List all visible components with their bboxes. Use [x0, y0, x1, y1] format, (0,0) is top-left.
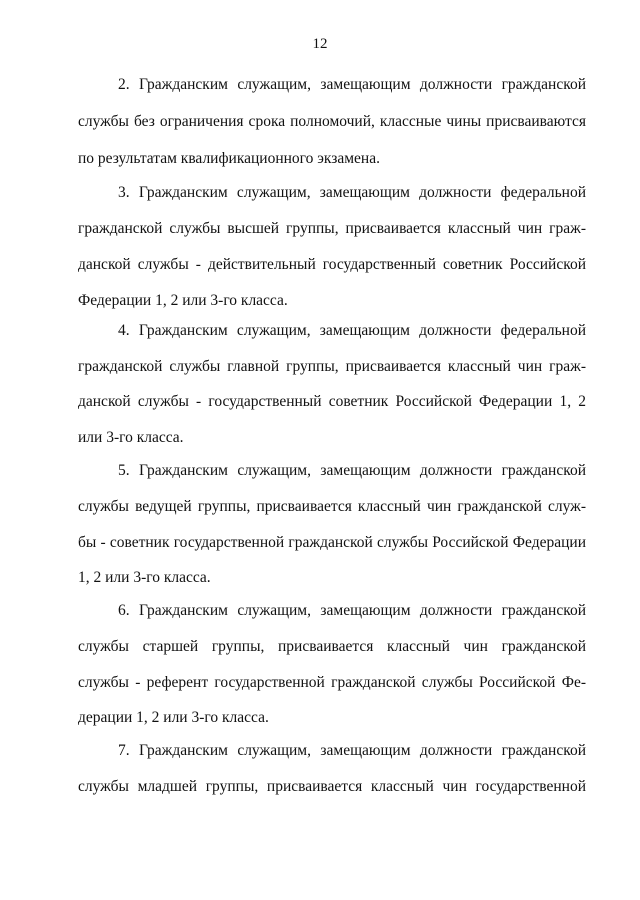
paragraph-line: или 3-го класса.: [78, 429, 184, 446]
paragraph-line: гражданской службы главной группы, присваивается классный чин граж-: [78, 358, 586, 375]
paragraph-line: данской службы - действительный государственный советник Российской: [78, 256, 586, 273]
paragraph-line: 2. Гражданским служащим, замещающим должности гражданской: [118, 76, 586, 93]
paragraph-line: по результатам квалификационного экзамена.: [78, 150, 380, 167]
paragraph-line: службы без ограничения срока полномочий, классные чины присваиваются: [78, 113, 586, 130]
paragraph-line: Федерации 1, 2 или 3-го класса.: [78, 292, 288, 309]
paragraph-line: 6. Гражданским служащим, замещающим должности гражданской: [118, 602, 586, 619]
paragraph-line: данской службы - государственный советник Российской Федерации 1, 2: [78, 393, 586, 410]
paragraph-line: 3. Гражданским служащим, замещающим должности федеральной: [118, 184, 586, 201]
paragraph-line: 7. Гражданским служащим, замещающим должности гражданской: [118, 742, 586, 759]
paragraph-line: службы - референт государственной гражданской службы Российской Фе-: [78, 674, 586, 691]
paragraph-line: 1, 2 или 3-го класса.: [78, 569, 211, 586]
paragraph-line: бы - советник государственной гражданской службы Российской Федерации: [78, 534, 586, 551]
paragraph-line: дерации 1, 2 или 3-го класса.: [78, 709, 269, 726]
page-number: 12: [312, 36, 328, 52]
paragraph-line: службы младшей группы, присваивается классный чин государственной: [78, 778, 586, 795]
paragraph-line: 5. Гражданским служащим, замещающим должности гражданской: [118, 462, 586, 479]
paragraph-line: 4. Гражданским служащим, замещающим должности федеральной: [118, 322, 586, 339]
paragraph-line: службы ведущей группы, присваивается классный чин гражданской служ-: [78, 498, 586, 515]
paragraph-line: службы старшей группы, присваивается классный чин гражданской: [78, 638, 586, 655]
paragraph-line: гражданской службы высшей группы, присваивается классный чин граж-: [78, 220, 586, 237]
